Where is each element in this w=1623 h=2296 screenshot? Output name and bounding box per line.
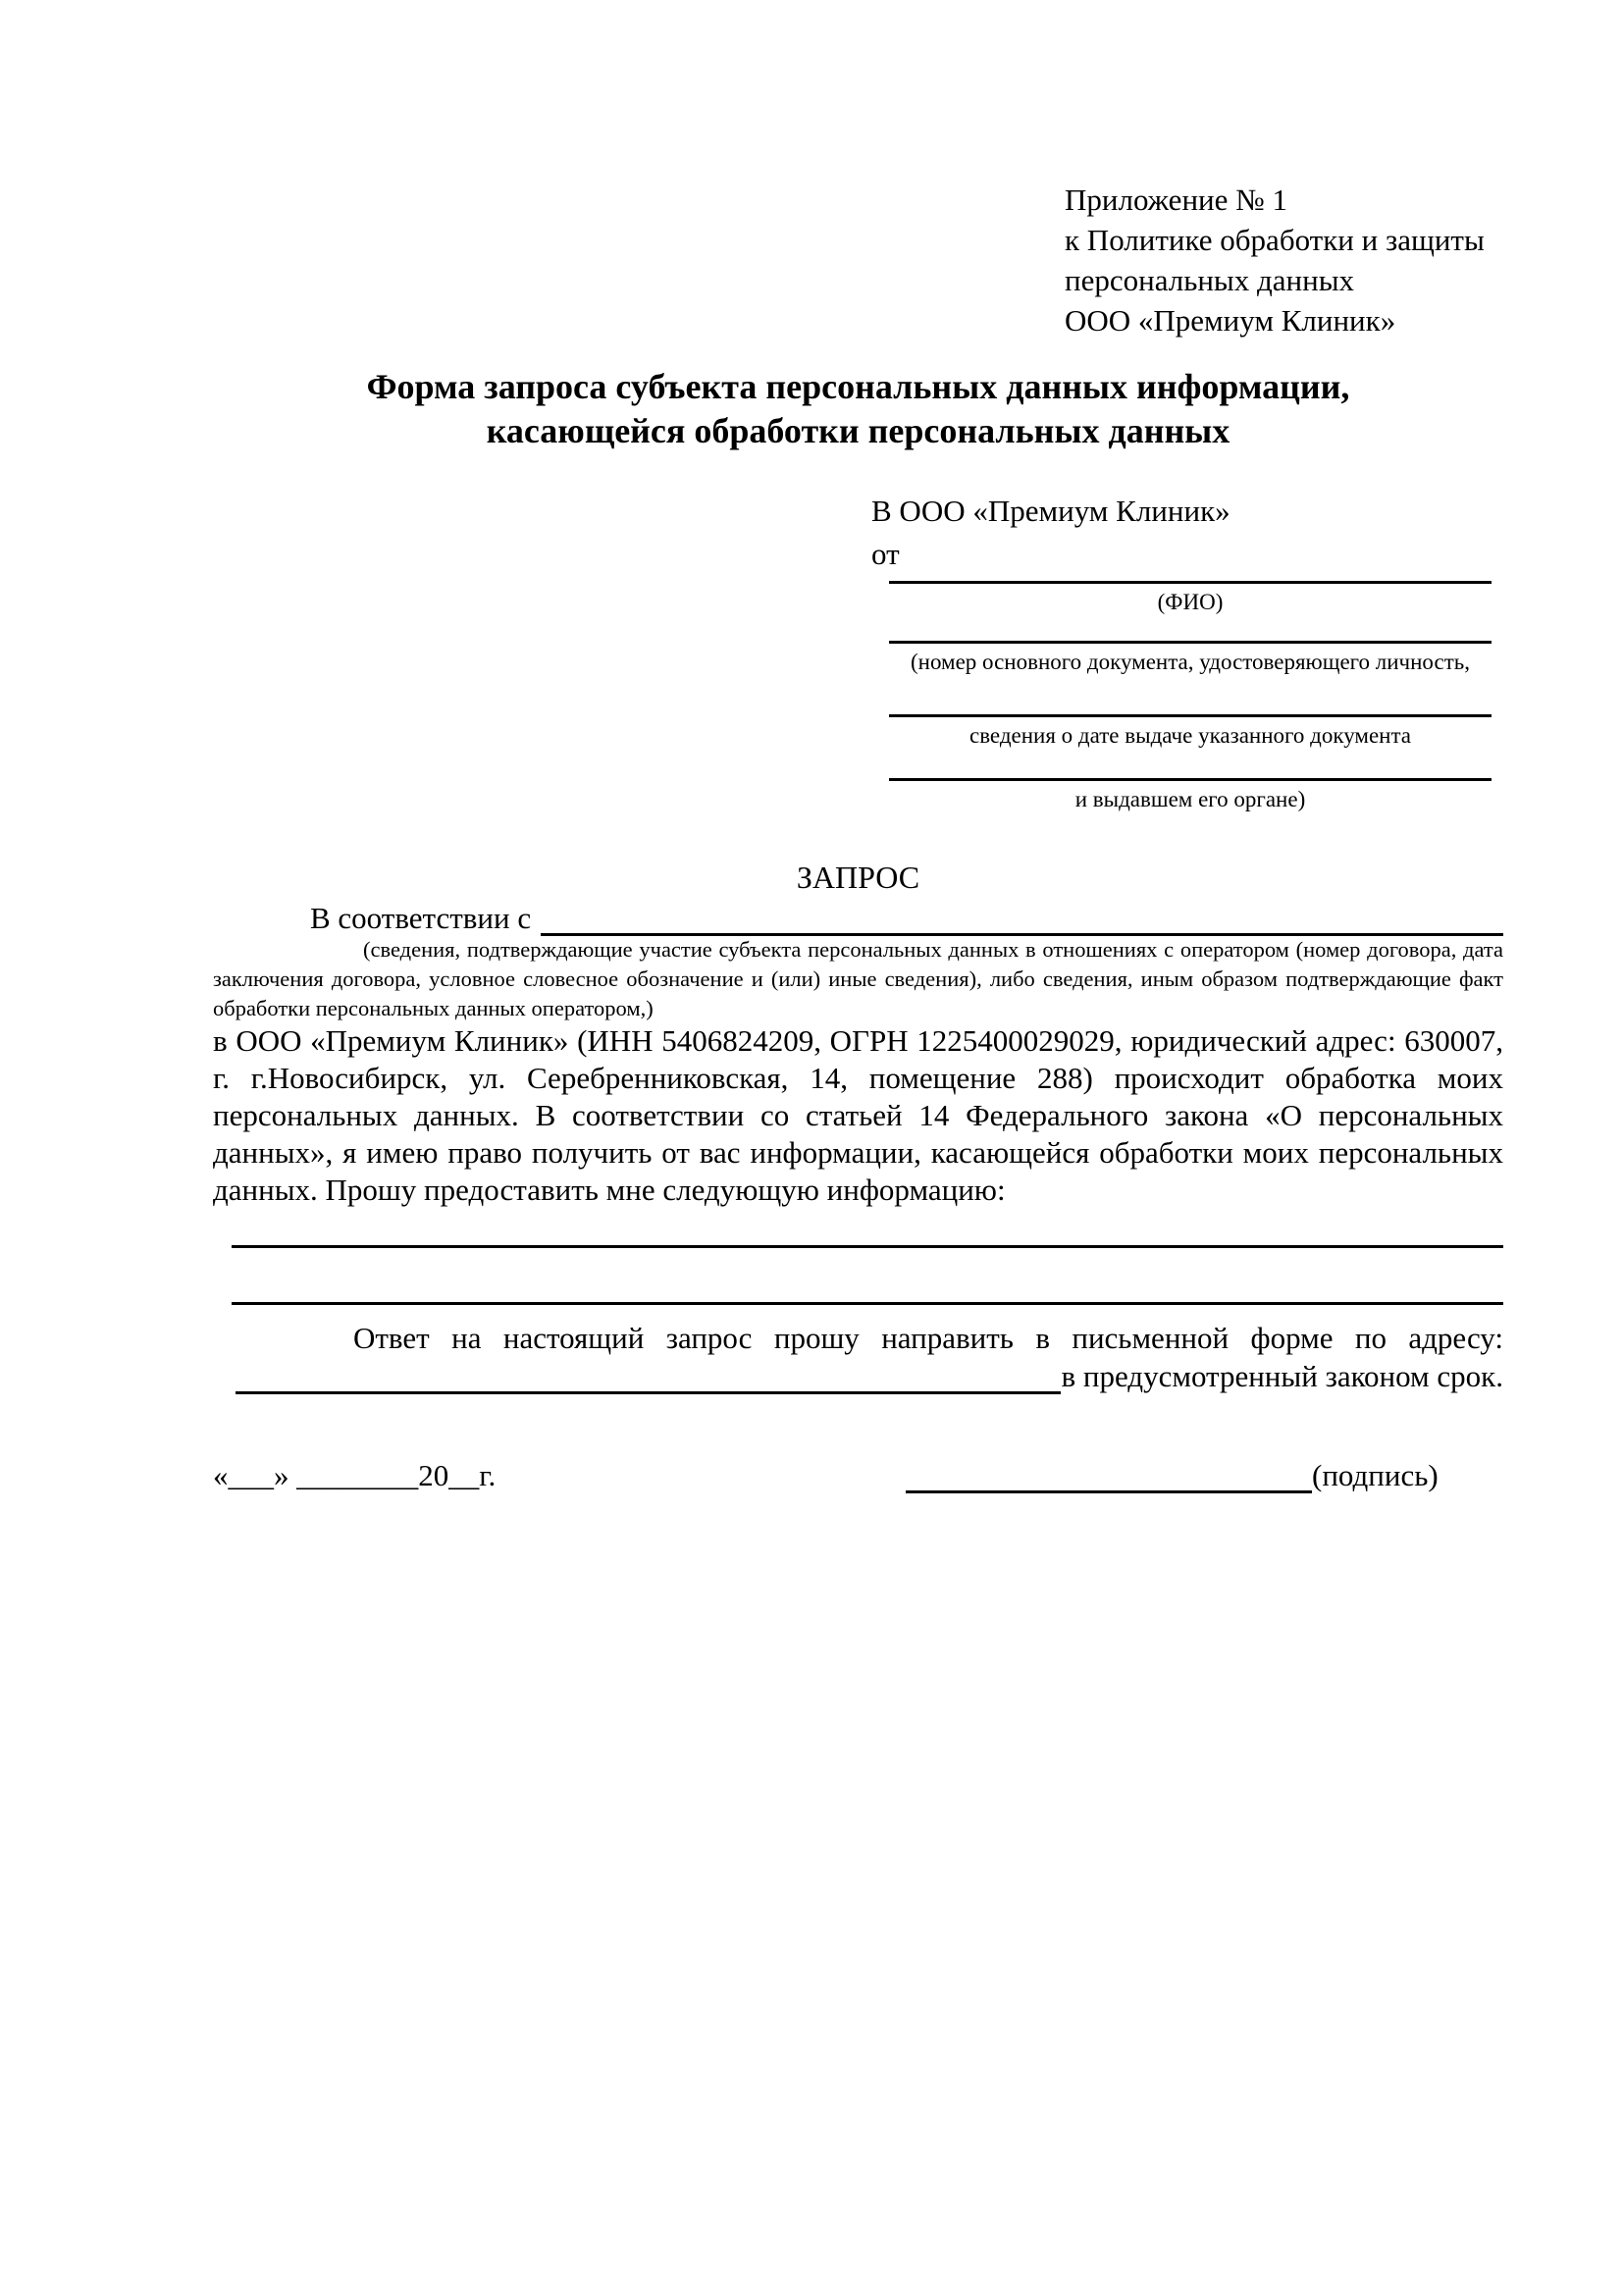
fio-field (889, 581, 1492, 616)
appendix-block (1065, 180, 1485, 340)
document-title (213, 365, 1503, 453)
accordance-label: В соответствии с (310, 901, 532, 935)
signature-row (906, 1458, 1503, 1493)
issue-date-caption: сведения о дате выдаче указанного документа (969, 723, 1412, 748)
reply-address-row (236, 1359, 1503, 1394)
document-number-field (889, 641, 1492, 676)
accordance-blank-line (541, 901, 1503, 936)
appendix-line: к Политике обработки и защиты (1065, 223, 1485, 257)
reply-address-blank-line (236, 1359, 1061, 1394)
document-title-line: касающейся обработки персональных данных (486, 411, 1230, 450)
information-blank-line (232, 1245, 1503, 1248)
information-blank-line (232, 1302, 1503, 1305)
reply-tail-text: в предусмотренный законом срок. (1061, 1359, 1503, 1393)
appendix-line: Приложение № 1 (1065, 183, 1287, 217)
accordance-row (310, 901, 1503, 936)
document-number-blank-line (889, 641, 1492, 644)
fio-caption: (ФИО) (1157, 590, 1224, 614)
addressee-organization: В ООО «Премиум Клиник» (871, 494, 1230, 528)
date-blank: «___» ________20__г. (213, 1458, 497, 1492)
appendix-line: ООО «Премиум Клиник» (1065, 303, 1396, 338)
issuing-authority-blank-line (889, 778, 1492, 781)
reply-address-paragraph: Ответ на настоящий запрос прошу направить в письменной форме по адресу: (353, 1321, 1503, 1355)
addressee-from-label: от (871, 537, 900, 571)
document-number-caption: (номер основного документа, удостоверяющего личность, (910, 650, 1470, 674)
issue-date-field (889, 714, 1492, 750)
accordance-footnote: (сведения, подтверждающие участие субъекта персональных данных в отношениях с оператором (номер договора, дата заключения договора, условное словесное обозначение и (или) иные сведения), либо сведения, иным образом подтверждающие факт обработки персональных данных оператором,) (213, 937, 1503, 1020)
signature-caption: (подпись) (1312, 1458, 1439, 1492)
issuing-authority-caption: и выдавшем его органе) (1074, 787, 1306, 811)
signature-blank-line (906, 1458, 1312, 1493)
request-body-paragraph: в ООО «Премиум Клиник» (ИНН 5406824209, ОГРН 1225400029029, юридический адрес: 630007, г. г.Новосибирск, ул. Серебренниковская, 14, помещение 288) происходит обработка моих персональных данных. В соответствии со статьей 14 Федерального закона «О персональных данных», я имею право получить от вас информации, касающейся обработки моих персональных данных. Прошу предоставить мне следующую информацию: (213, 1023, 1503, 1207)
appendix-line: персональных данных (1065, 263, 1355, 297)
request-heading: ЗАПРОС (796, 860, 920, 895)
fio-blank-line (889, 581, 1492, 584)
issue-date-blank-line (889, 714, 1492, 717)
document-title-line: Форма запроса субъекта персональных данных информации, (366, 367, 1350, 406)
issuing-authority-field (889, 778, 1492, 813)
